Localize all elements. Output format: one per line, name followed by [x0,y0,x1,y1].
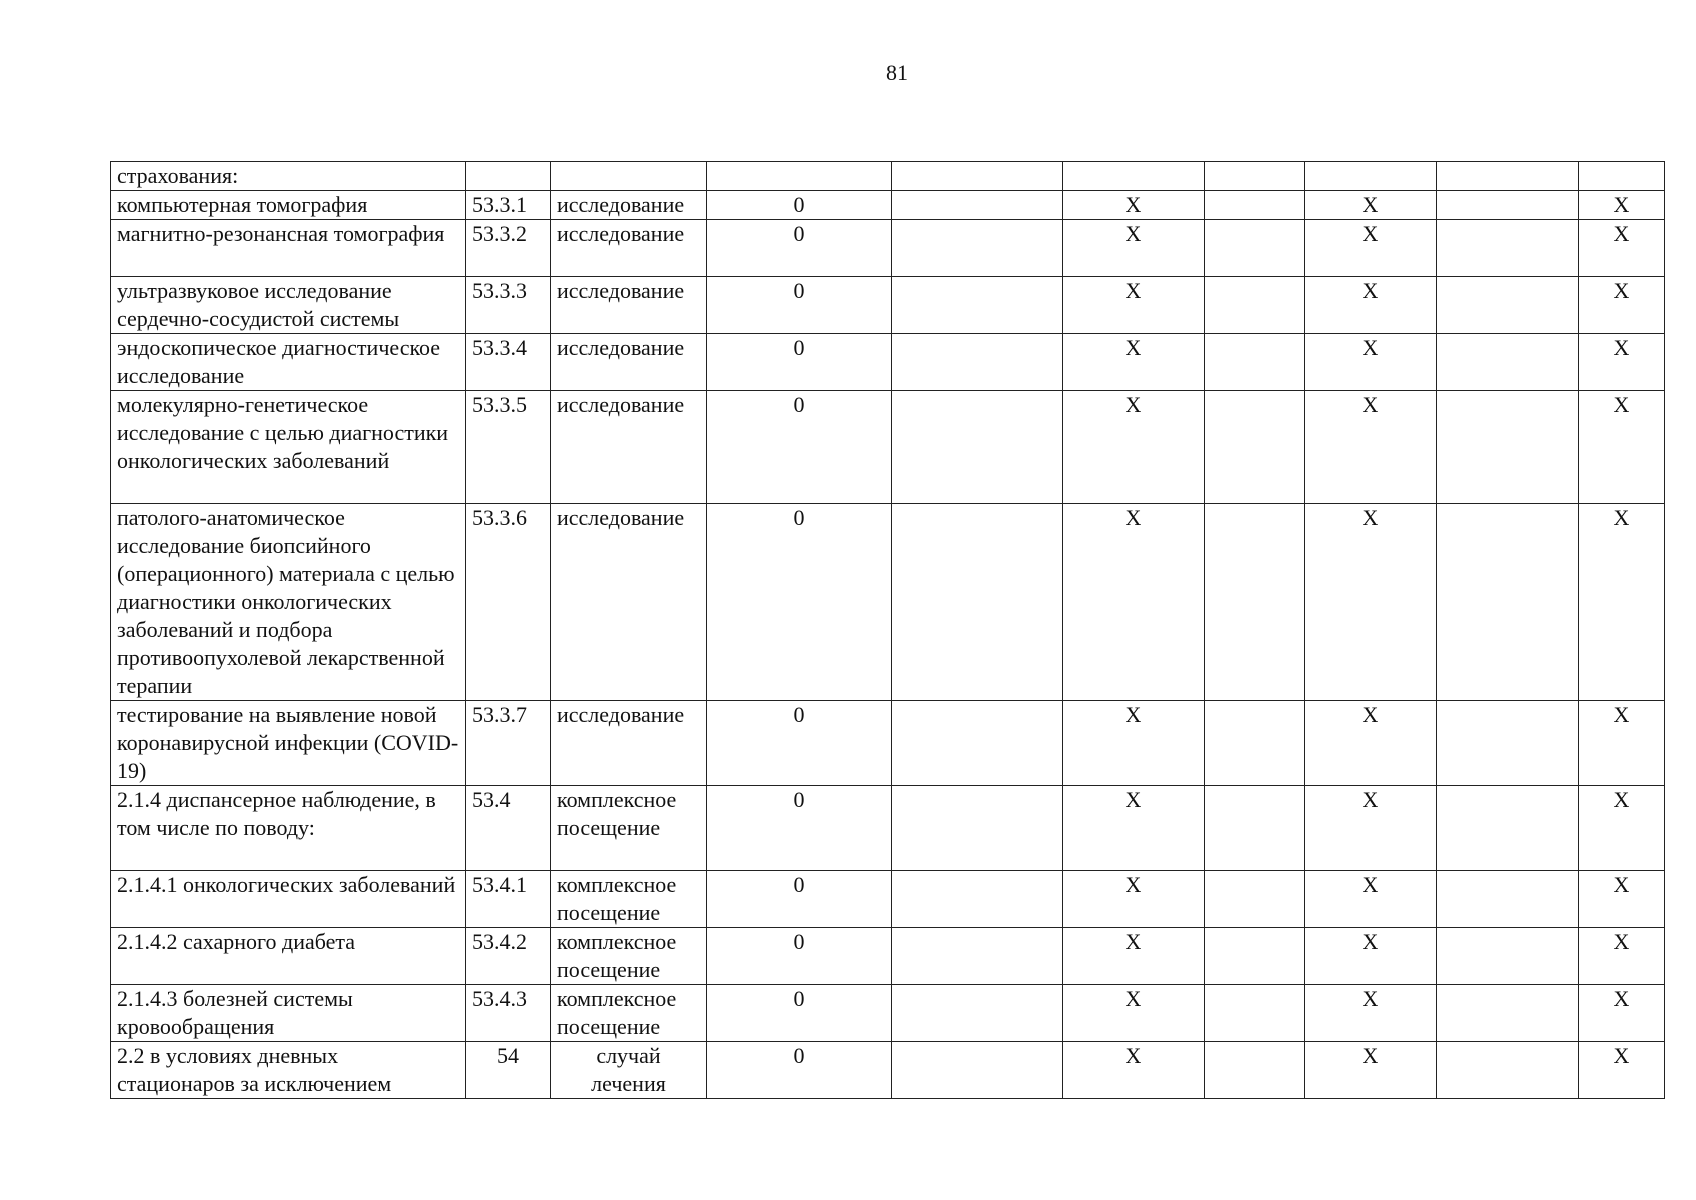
row-value-cell: 0 [707,985,892,1042]
row-x-mark-cell: X [1305,334,1437,391]
row-x-mark-cell: X [1305,985,1437,1042]
empty-cell [1437,504,1579,701]
row-x-mark-cell: X [1305,277,1437,334]
row-x-mark-cell: X [1579,1042,1665,1099]
row-value-cell: 0 [707,334,892,391]
row-unit-cell: комплексное посещение [551,786,707,871]
empty-cell [1205,220,1305,277]
row-x-mark-cell: X [1305,220,1437,277]
row-name-cell: магнитно-резонансная томография [111,220,466,277]
empty-cell [892,871,1063,928]
row-code-cell: 53.4.3 [466,985,551,1042]
row-unit-cell: исследование [551,504,707,701]
row-x-mark-cell: X [1063,277,1205,334]
row-x-mark-cell: X [1063,985,1205,1042]
row-name-cell: тестирование на выявление новой коронавирусной инфекции (COVID-19) [111,701,466,786]
table-row [111,334,1665,391]
row-unit-cell: комплексное посещение [551,928,707,985]
row-x-mark-cell: X [1579,191,1665,220]
page-number: 81 [886,60,908,85]
row-name-cell: страхования: [111,162,466,191]
row-x-mark-cell: X [1305,1042,1437,1099]
table-row [111,928,1665,985]
row-x-mark-cell: X [1063,334,1205,391]
row-x-mark-cell: X [1305,786,1437,871]
table-row [111,701,1665,786]
row-code-cell: 54 [466,1042,551,1099]
row-name-cell: эндоскопическое диагностическое исследование [111,334,466,391]
row-x-mark-cell [1579,162,1665,191]
empty-cell [1437,391,1579,504]
row-value-cell: 0 [707,504,892,701]
row-x-mark-cell: X [1305,701,1437,786]
row-x-mark-cell: X [1579,985,1665,1042]
row-x-mark-cell: X [1305,928,1437,985]
row-x-mark-cell [1063,162,1205,191]
row-code-cell: 53.4.2 [466,928,551,985]
table-row [111,504,1665,701]
row-x-mark-cell [1305,162,1437,191]
row-code-cell [466,162,551,191]
row-x-mark-cell: X [1063,504,1205,701]
row-unit-cell: исследование [551,220,707,277]
row-x-mark-cell: X [1579,701,1665,786]
row-code-cell: 53.3.1 [466,191,551,220]
row-value-cell: 0 [707,277,892,334]
row-x-mark-cell: X [1063,701,1205,786]
row-name-cell: 2.1.4.3 болезней системы кровообращения [111,985,466,1042]
row-unit-cell: исследование [551,391,707,504]
row-x-mark-cell: X [1305,391,1437,504]
empty-cell [1437,277,1579,334]
row-unit-cell: комплексное посещение [551,871,707,928]
empty-cell [892,1042,1063,1099]
row-x-mark-cell: X [1063,928,1205,985]
row-x-mark-cell: X [1579,277,1665,334]
empty-cell [892,928,1063,985]
row-x-mark-cell: X [1063,871,1205,928]
row-name-cell: патолого-анатомическое исследование биопсийного (операционного) материала с целью диагностики онкологических заболеваний и подбора противоопухолевой лекарственной терапии [111,504,466,701]
row-x-mark-cell: X [1063,220,1205,277]
empty-cell [1205,871,1305,928]
row-x-mark-cell: X [1579,220,1665,277]
row-value-cell: 0 [707,191,892,220]
empty-cell [1205,334,1305,391]
empty-cell [1205,277,1305,334]
table-row [111,786,1665,871]
empty-cell [892,191,1063,220]
row-x-mark-cell: X [1579,391,1665,504]
empty-cell [892,786,1063,871]
empty-cell [1437,985,1579,1042]
row-code-cell: 53.3.3 [466,277,551,334]
empty-cell [1437,928,1579,985]
row-name-cell: компьютерная томография [111,191,466,220]
row-code-cell: 53.3.6 [466,504,551,701]
row-value-cell: 0 [707,701,892,786]
table-row [111,871,1665,928]
empty-cell [892,701,1063,786]
empty-cell [1437,334,1579,391]
row-unit-cell: исследование [551,334,707,391]
table-row [111,220,1665,277]
row-unit-cell: исследование [551,701,707,786]
empty-cell [1205,391,1305,504]
empty-cell [1205,985,1305,1042]
row-value-cell: 0 [707,220,892,277]
empty-cell [892,277,1063,334]
table-row [111,985,1665,1042]
empty-cell [1205,701,1305,786]
row-code-cell: 53.3.5 [466,391,551,504]
empty-cell [892,334,1063,391]
row-x-mark-cell: X [1063,786,1205,871]
table-row [111,162,1665,191]
row-value-cell: 0 [707,391,892,504]
row-x-mark-cell: X [1579,786,1665,871]
row-name-cell: молекулярно-генетическое исследование с целью диагностики онкологических заболеваний [111,391,466,504]
row-unit-cell: исследование [551,191,707,220]
row-name-cell: 2.1.4.1 онкологических заболеваний [111,871,466,928]
empty-cell [1205,928,1305,985]
row-x-mark-cell: X [1579,334,1665,391]
row-code-cell: 53.3.4 [466,334,551,391]
row-value-cell: 0 [707,1042,892,1099]
row-name-cell: ультразвуковое исследование сердечно-сосудистой системы [111,277,466,334]
empty-cell [1437,701,1579,786]
empty-cell [1205,162,1305,191]
row-value-cell: 0 [707,786,892,871]
empty-cell [1437,220,1579,277]
row-value-cell: 0 [707,871,892,928]
empty-cell [1205,504,1305,701]
empty-cell [1437,1042,1579,1099]
row-code-cell: 53.4.1 [466,871,551,928]
empty-cell [1205,191,1305,220]
row-x-mark-cell: X [1579,871,1665,928]
empty-cell [892,985,1063,1042]
table-row [111,277,1665,334]
empty-cell [1437,871,1579,928]
row-code-cell: 53.4 [466,786,551,871]
row-name-cell: 2.1.4.2 сахарного диабета [111,928,466,985]
row-name-cell: 2.1.4 диспансерное наблюдение, в том числе по поводу: [111,786,466,871]
empty-cell [892,162,1063,191]
empty-cell [1437,786,1579,871]
row-unit-cell: комплексное посещение [551,985,707,1042]
row-x-mark-cell: X [1063,391,1205,504]
empty-cell [892,220,1063,277]
row-unit-cell: случай лечения [551,1042,707,1099]
row-x-mark-cell: X [1305,191,1437,220]
empty-cell [1205,1042,1305,1099]
row-unit-cell: исследование [551,277,707,334]
table-row [111,191,1665,220]
row-code-cell: 53.3.2 [466,220,551,277]
row-unit-cell [551,162,707,191]
row-x-mark-cell: X [1579,504,1665,701]
empty-cell [1437,162,1579,191]
row-value-cell [707,162,892,191]
row-x-mark-cell: X [1305,504,1437,701]
row-code-cell: 53.3.7 [466,701,551,786]
data-table [110,161,1665,1099]
row-x-mark-cell: X [1305,871,1437,928]
empty-cell [1437,191,1579,220]
row-x-mark-cell: X [1579,928,1665,985]
table-row [111,1042,1665,1099]
empty-cell [892,504,1063,701]
empty-cell [1205,786,1305,871]
empty-cell [892,391,1063,504]
row-x-mark-cell: X [1063,1042,1205,1099]
table-row [111,391,1665,504]
row-name-cell: 2.2 в условиях дневных стационаров за исключением [111,1042,466,1099]
row-x-mark-cell: X [1063,191,1205,220]
row-value-cell: 0 [707,928,892,985]
